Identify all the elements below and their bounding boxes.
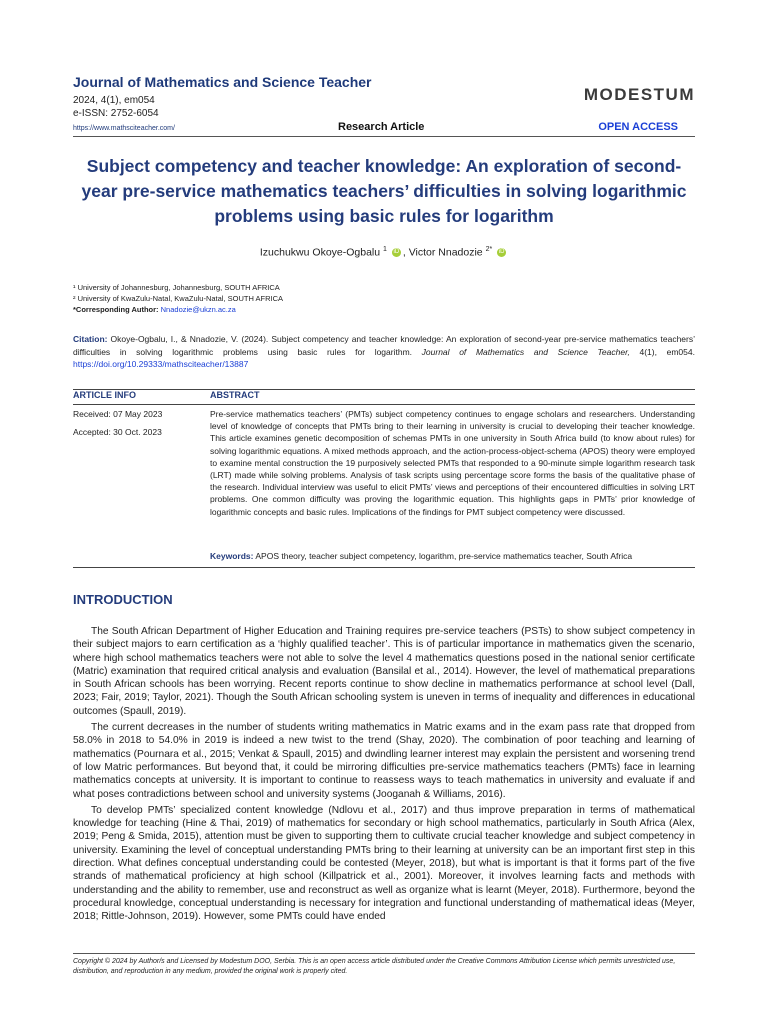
abstract-heading: ABSTRACT bbox=[210, 390, 260, 400]
introduction-body bbox=[73, 625, 695, 927]
citation-text: Okoye-Ogbalu, I., & Nnadozie, V. (2024). Subject competency and teacher knowledge: An exploration of second-year pre-service mathematics teachers’ difficulties in solving logarithmic problems using basic rules for logarithm. bbox=[73, 334, 695, 357]
body-paragraph: The South African Department of Higher Education and Training requires pre-service teachers (PSTs) to show subject competency in their subject majors to earn certification as a ‘highly qualified teacher’. This is of particular importance in mathematics given the scenario, where high school mathematics teachers were not able to solve the level 4 mathematics questions posed in the national senior certificate (Matric) examination that required critical analysis and evaluation (Bansilal et al., 2014). However, the level of mathematical preparations in South African schools has been worrying. Recent reports continue to show decline in mathematics performance at school level (Dall, 2023; Fair, 2019; Taylor, 2021). Though the South African schooling system is uneven in terms of inequality and differences in educational outcomes (Spaull, 2019). bbox=[73, 626, 695, 717]
info-bottom-divider bbox=[73, 567, 695, 568]
footer-divider bbox=[73, 953, 695, 954]
header-divider bbox=[73, 136, 695, 137]
affiliation-1: ¹ University of Johannesburg, Johannesburg, SOUTH AFRICA bbox=[73, 283, 280, 292]
info-top-divider bbox=[73, 389, 695, 390]
info-header-divider bbox=[73, 404, 695, 405]
keywords-list: APOS theory, teacher subject competency, logarithm, pre-service mathematics teacher, South Africa bbox=[255, 551, 633, 561]
accepted-date: Accepted: 30 Oct. 2023 bbox=[73, 427, 162, 437]
keywords-label: Keywords: bbox=[210, 551, 254, 561]
corresponding-email-link[interactable]: Nnadozie@ukzn.ac.za bbox=[160, 305, 236, 314]
corresponding-label: *Corresponding Author: bbox=[73, 305, 159, 314]
corresponding-author bbox=[73, 305, 236, 314]
body-paragraph: To develop PMTs’ specialized content knowledge (Ndlovu et al., 2017) and thus improve preparation in terms of mathematical knowledge for teaching (Hine & Thai, 2019) of mathematics for secondary or high school mathematics, particularly in South Africa (Alex, 2019; Peng & Smida, 2015), attention must be given to supporting them to cultivate crucial teacher knowledge and subject competency in university. Examining the level of conceptual understanding PMTs bring to their learning at university can be an important first step in this direction. What defines conceptual understanding could be contested (Meyer, 2018), but what is important is that it forms part of the five strands of mathematical proficiency at high school (Killpatrick et al., 2001). Moreover, it involves learning facts and methods with understanding and the ability to remember, use and reconstruct as well as organize what is learnt (Meyer, 2018). Furthermore, beyond the procedural knowledge, conceptual understanding is necessary for integration and functional understanding of mathematical ideas (Meyer, 2018; Rittle-Johnson, 2019). However, some PMTs could have ended bbox=[73, 804, 695, 923]
citation-volume: 4(1), em054. bbox=[639, 346, 695, 357]
orcid-icon[interactable]: iD bbox=[498, 249, 505, 256]
citation-doi-link[interactable]: https://doi.org/10.29333/mathsciteacher/13887 bbox=[73, 359, 249, 369]
received-date: Received: 07 May 2023 bbox=[73, 409, 163, 419]
citation-label: Citation: bbox=[73, 334, 108, 344]
author-list: Izuchukwu Okoye-Ogbalu $^1$ iD , Victor Nnadozie $^{2*}$ iD bbox=[259, 246, 505, 259]
journal-title[interactable]: Journal of Mathematics and Science Teacher bbox=[73, 74, 372, 90]
author-name: Izuchukwu Okoye-Ogbalu bbox=[259, 246, 381, 259]
article-info-heading: ARTICLE INFO bbox=[73, 390, 136, 400]
publisher-logo: MODESTUM bbox=[583, 85, 695, 104]
body-paragraph: The current decreases in the number of students writing mathematics in Matric exams and in the exam pass rate that dropped from 58.0% in 2018 to 54.0% in 2019 is indeed a new twist to the trend (Shay, 2020). The combination of poor teaching and learning of mathematics (Pournara et al., 2015; Venkat & Spaull, 2015) and dwindling learner interest may explain the persistent and worsening trend of low Matric performances. But beyond that, it could be mirroring difficulties pre-service mathematics teachers (PMTs) face in learning mathematics concepts at university. It is important to continue to reassess ways to teach mathematics in university and evaluate if and what poses contradictions between school and university systems (Jooganah & Williams, 2016). bbox=[73, 722, 695, 800]
volume-info: 2024, 4(1), em054 bbox=[73, 95, 155, 106]
journal-url-link[interactable]: https://www.mathsciteacher.com/ bbox=[73, 125, 175, 132]
author-name: Victor Nnadozie bbox=[408, 246, 483, 259]
open-access-badge: OPEN ACCESS bbox=[598, 121, 678, 133]
author-affiliation-mark: 1 bbox=[383, 246, 387, 253]
introduction-heading: INTRODUCTION bbox=[73, 592, 173, 607]
orcid-icon[interactable]: iD bbox=[393, 249, 400, 256]
author-affiliation-mark: 2* bbox=[485, 246, 493, 253]
citation-block bbox=[73, 333, 695, 371]
keywords-line bbox=[210, 551, 695, 561]
article-title: Subject competency and teacher knowledge: An exploration of second-year pre-service mathematics teachers’ difficulties in solving logarithmic problems using basic rules for logarithm bbox=[81, 156, 687, 226]
issn-info: e-ISSN: 2752-6054 bbox=[73, 108, 159, 119]
abstract-text: Pre-service mathematics teachers’ (PMTs) subject competency continues to engage scholars and researchers. Understanding level of knowledge of concepts that PMTs bring to their learning in university is crucial to developing their teacher knowledge. This article examines genetic decomposition of schemas PMTs in one university in South Africa build (to know about rules) for solving logarithmic equations. A mixed methods approach, and the action-process-object-schema (APOS) theory were employed to examine mental construction the 19 purposively selected PMTs that responded to a 90-minute simple logarithm research task (LRT) made while solving problems. Analysis of task scripts using percentage score forms the basis of the qualitative phase of the research. Individual interview was useful to elicit PMTs’ views and perceptions of their encountered difficulties in solving LRT problems. One common difficulty was proving the logarithmic equation. This highlights gaps in PMTs’ prior knowledge of logarithmic concepts and basic rules. Implications of the findings for PMT subject competency were discussed. bbox=[210, 409, 695, 517]
copyright-footer: Copyright © 2024 by Author/s and Licensed by Modestum DOO, Serbia. This is an open access article distributed under the Creative Commons Attribution License which permits unrestricted use, distribution, and reproduction in any medium, provided the original work is properly cited. bbox=[73, 958, 676, 975]
affiliation-2: ² University of KwaZulu-Natal, KwaZulu-Natal, SOUTH AFRICA bbox=[73, 294, 284, 303]
article-type-label: Research Article bbox=[338, 121, 425, 133]
citation-journal: Journal of Mathematics and Science Teacher, bbox=[421, 346, 630, 357]
